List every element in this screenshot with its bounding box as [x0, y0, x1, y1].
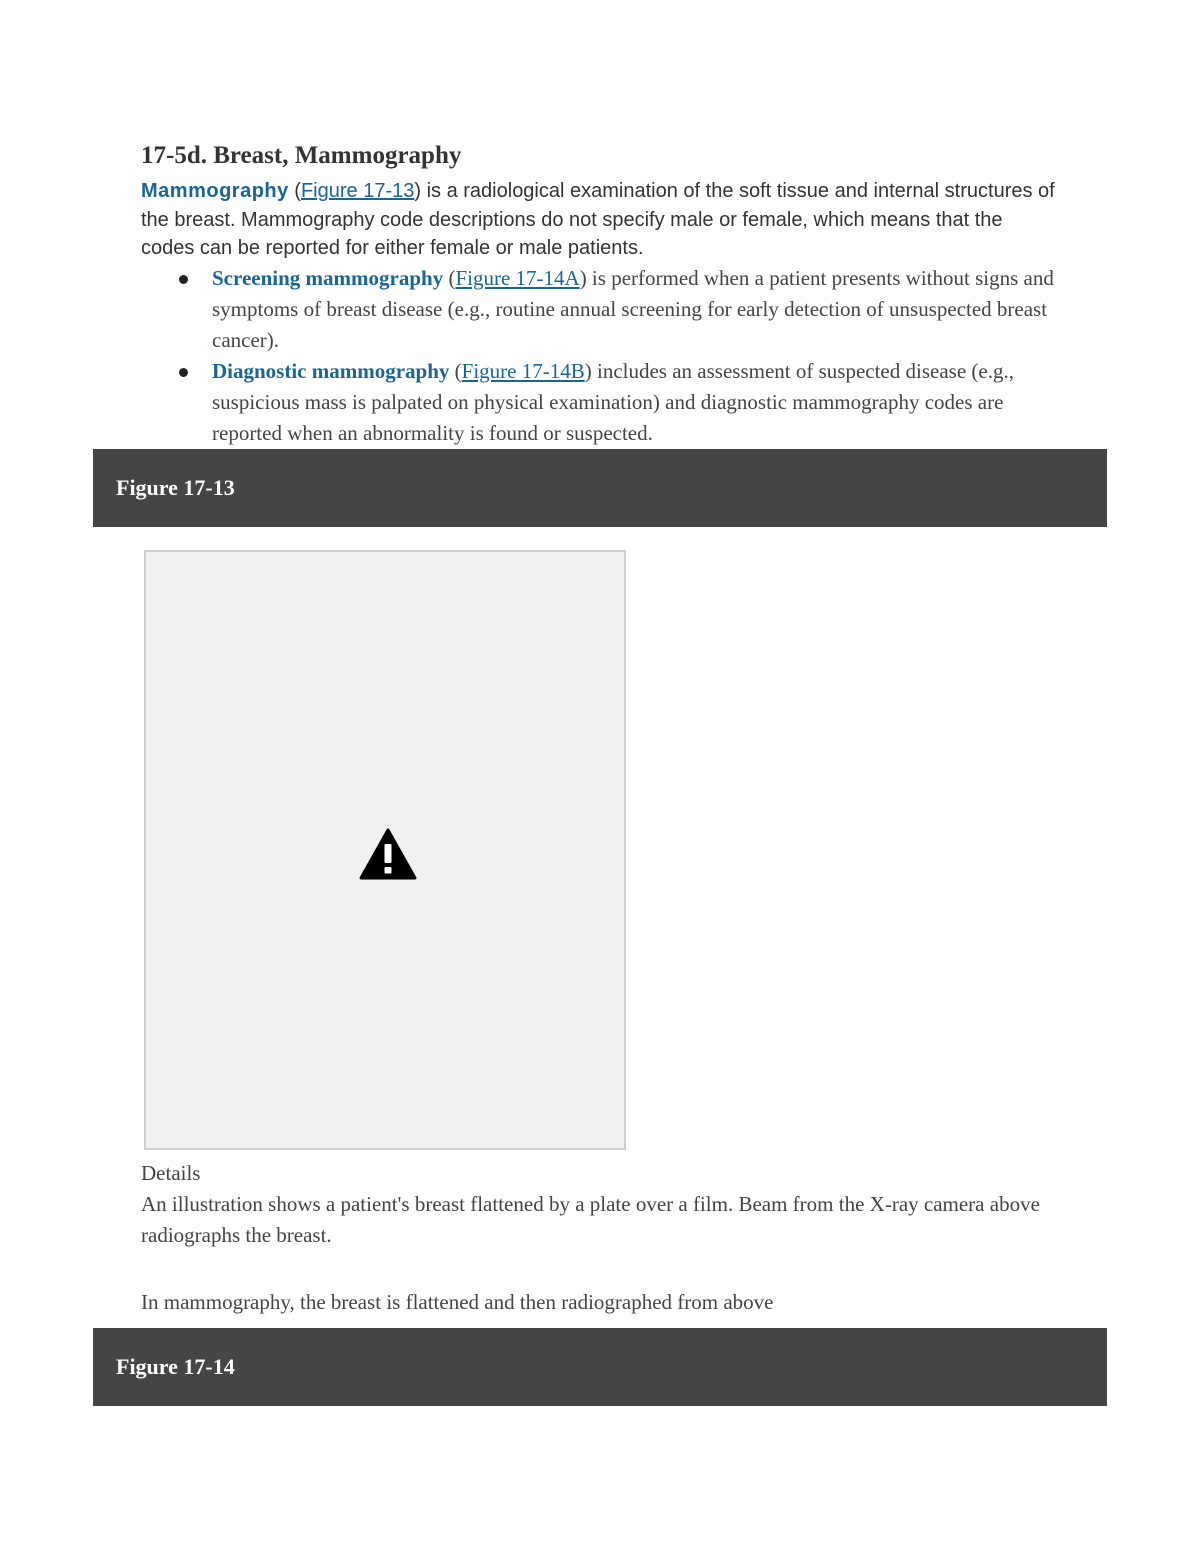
warning-icon: [359, 828, 417, 880]
figure-17-14-title: Figure 17-14: [116, 1354, 235, 1379]
intro-text: ) is a radiological examination of the soft tissue and internal structures of the breast. Mammography code descriptions do not specify male or female, which means that the codes can be reported for either female or male patients.: [141, 180, 1055, 259]
figure-17-14a-link[interactable]: Figure 17-14A: [455, 266, 580, 290]
bullet-text: ) is performed when a patient presents without signs and symptoms of breast disease (e.g., routine annual screening for early detection of unsuspected breast cancer).: [212, 266, 1054, 352]
figure-17-13-header: [93, 449, 1107, 527]
bullet-open-paren: (: [449, 359, 462, 383]
bullet-dot-icon: [179, 275, 188, 284]
figure-17-13-title: Figure 17-13: [116, 475, 235, 500]
list-item: [141, 356, 1066, 449]
figure-17-13-details: [141, 1158, 1071, 1251]
figure-17-13-caption: In mammography, the breast is flattened and then radiographed from above: [141, 1290, 774, 1314]
intro-term: Mammography: [141, 180, 289, 202]
bullet-text: ) includes an assessment of suspected disease (e.g., suspicious mass is palpated on physical examination) and diagnostic mammography codes are reported when an abnormality is found or suspected.: [212, 359, 1014, 445]
figure-17-14-header: [93, 1328, 1107, 1406]
section-heading: 17-5d. Breast, Mammography: [141, 142, 462, 169]
details-text: An illustration shows a patient's breast flattened by a plate over a film. Beam from the X-ray camera above radiographs the breast.: [141, 1192, 1040, 1247]
details-label: Details: [141, 1161, 201, 1185]
bullet-dot-icon: [179, 368, 188, 377]
figure-17-14b-link[interactable]: Figure 17-14B: [461, 359, 585, 383]
bullet-term: Diagnostic mammography: [212, 359, 450, 383]
intro-paragraph: [141, 177, 1061, 263]
intro-open-paren: (: [288, 180, 301, 202]
bullet-list: [141, 263, 1066, 449]
figure-17-13-link[interactable]: Figure 17-13: [300, 180, 415, 202]
bullet-term: Screening mammography: [212, 266, 444, 290]
figure-17-13-image-placeholder: [144, 550, 626, 1150]
list-item: [141, 263, 1066, 356]
bullet-open-paren: (: [443, 266, 456, 290]
